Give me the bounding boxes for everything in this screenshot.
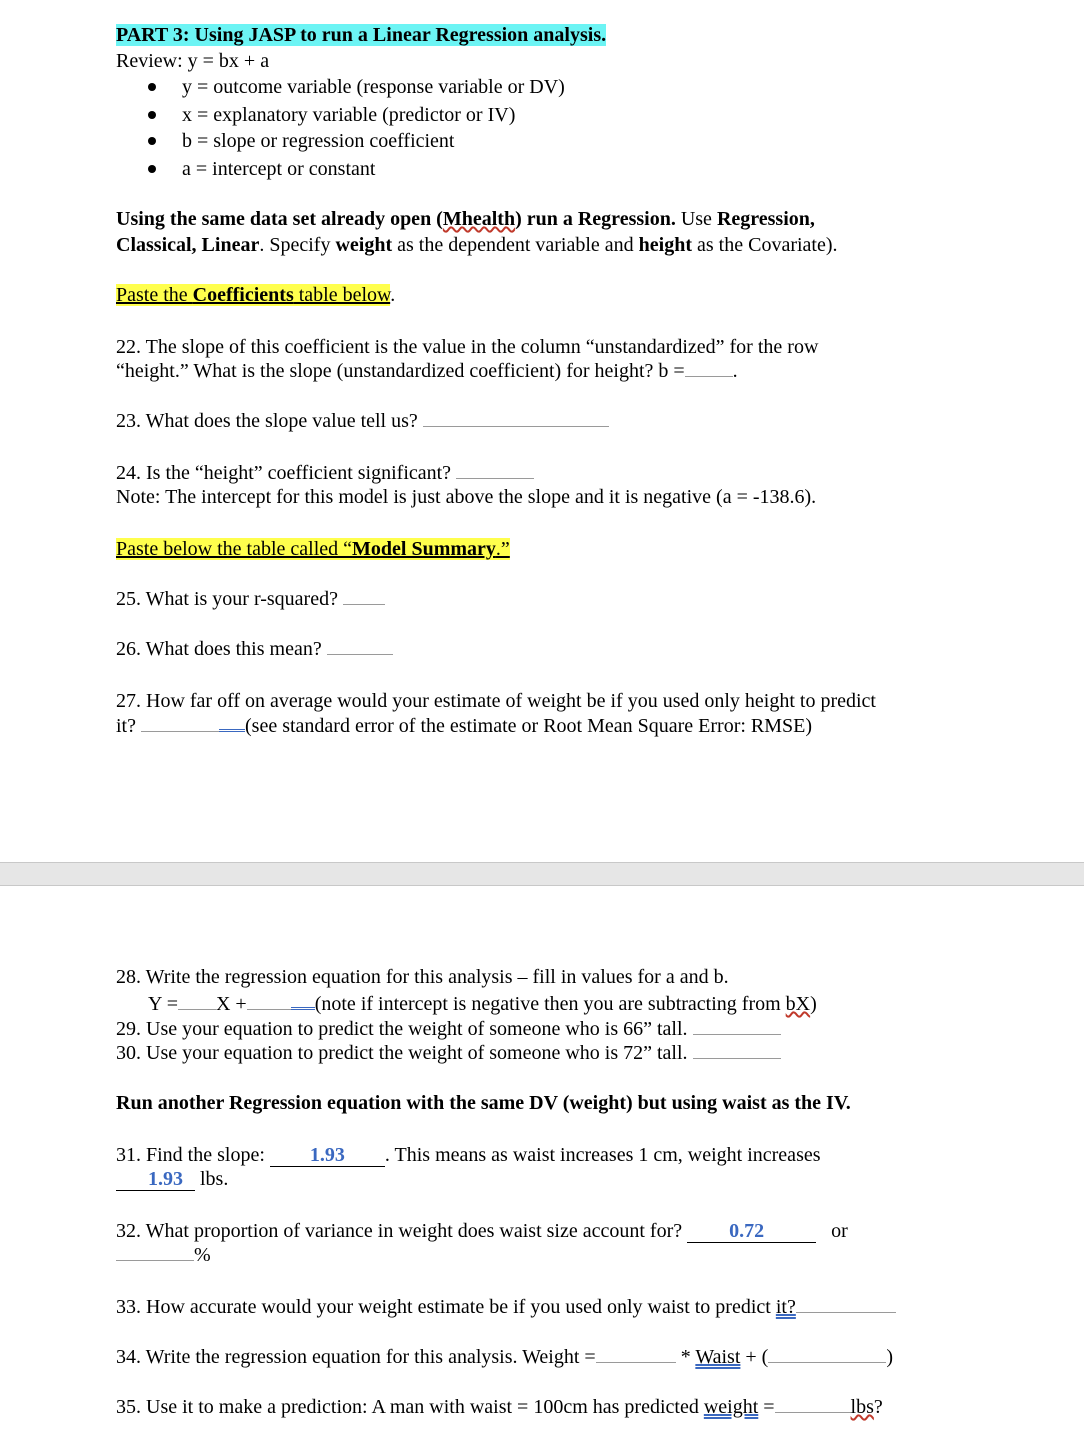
answer-blank[interactable] [456, 462, 534, 479]
question-27-line-2: it? (see standard error of the estimate or Root Mean Square Error: RMSE) [116, 715, 813, 737]
answer-blank[interactable] [178, 993, 216, 1010]
question-26: 26. What does this mean? [116, 637, 393, 661]
answer-blank[interactable] [796, 1296, 896, 1313]
question-30: 30. Use your equation to predict the weight of someone who is 72” tall. [116, 1041, 781, 1065]
question-22-line-1: 22. The slope of this coefficient is the value in the column “unstandardized” for the row [116, 336, 819, 358]
answer-blank[interactable] [693, 1042, 781, 1059]
answer-blank[interactable] [693, 1018, 781, 1035]
answer-blank[interactable] [141, 715, 219, 732]
answer-blank[interactable] [768, 1346, 886, 1363]
paste-model-summary-instruction: Paste below the table called “Model Summary.” [116, 538, 510, 560]
instruction-line-1: Using the same data set already open (Mhealth) run a Regression. Use Regression, [116, 208, 815, 230]
question-27-line-1: 27. How far off on average would your estimate of weight be if you used only height to predict [116, 690, 876, 712]
answer-blank[interactable] [685, 360, 733, 377]
run-second-regression-instruction: Run another Regression equation with the same DV (weight) but using waist as the IV. [116, 1092, 851, 1114]
question-33: 33. How accurate would your weight estimate be if you used only waist to predict it? [116, 1295, 896, 1319]
answer-blank[interactable] [116, 1244, 194, 1261]
answer-blank[interactable] [423, 410, 609, 427]
question-34: 34. Write the regression equation for this analysis. Weight = * Waist + ( ) [116, 1346, 894, 1368]
bullet-item: a = intercept or constant [182, 158, 376, 180]
page-break [0, 862, 1084, 886]
question-31-line-2: 1.93 lbs. [116, 1167, 228, 1191]
part3-title: PART 3: Using JASP to run a Linear Regression analysis. [116, 24, 607, 46]
answer-blank[interactable] [327, 638, 393, 655]
question-28-line-1: 28. Write the regression equation for this analysis – fill in values for a and b. [116, 966, 729, 988]
question-29: 29. Use your equation to predict the weight of someone who is 66” tall. [116, 1017, 781, 1041]
question-31-line-1: 31. Find the slope: 1.93 . This means as waist increases 1 cm, weight increases [116, 1144, 821, 1166]
bullet-icon [148, 83, 156, 91]
bullet-icon [148, 111, 156, 119]
question-32-line-2: % [116, 1243, 211, 1267]
bullet-item: x = explanatory variable (predictor or IV) [182, 104, 516, 126]
instruction-line-2: Classical, Linear. Specify weight as the dependent variable and height as the Covariate). [116, 234, 838, 256]
bullet-item: y = outcome variable (response variable or DV) [182, 76, 565, 98]
answer-blank[interactable] [247, 993, 291, 1010]
answer-blank[interactable] [219, 713, 245, 732]
question-35: 35. Use it to make a prediction: A man with waist = 100cm has predicted weight = lbs? [116, 1396, 883, 1418]
question-24: 24. Is the “height” coefficient significant? [116, 461, 534, 485]
answer-blank[interactable] [596, 1346, 676, 1363]
intercept-note: Note: The intercept for this model is just above the slope and it is negative (a = -138.6). [116, 486, 817, 508]
question-32-line-1: 32. What proportion of variance in weight does waist size account for? 0.72 or [116, 1220, 848, 1242]
bullet-item: b = slope or regression coefficient [182, 130, 455, 152]
question-25: 25. What is your r-squared? [116, 587, 385, 611]
answer-blank[interactable] [343, 588, 385, 605]
regression-equation-template: Y = X + (note if intercept is negative then you are subtracting from bX) [148, 993, 817, 1015]
answer-blank[interactable] [291, 991, 315, 1010]
review-line: Review: y = bx + a [116, 50, 270, 72]
answer-blank[interactable] [775, 1396, 851, 1413]
paste-coefficients-instruction: Paste the Coefficients table below. [116, 284, 396, 306]
question-23: 23. What does the slope value tell us? [116, 409, 609, 433]
bullet-icon [148, 165, 156, 173]
bullet-icon [148, 137, 156, 145]
question-22-line-2: “height.” What is the slope (unstandardized coefficient) for height? b = . [116, 360, 738, 382]
